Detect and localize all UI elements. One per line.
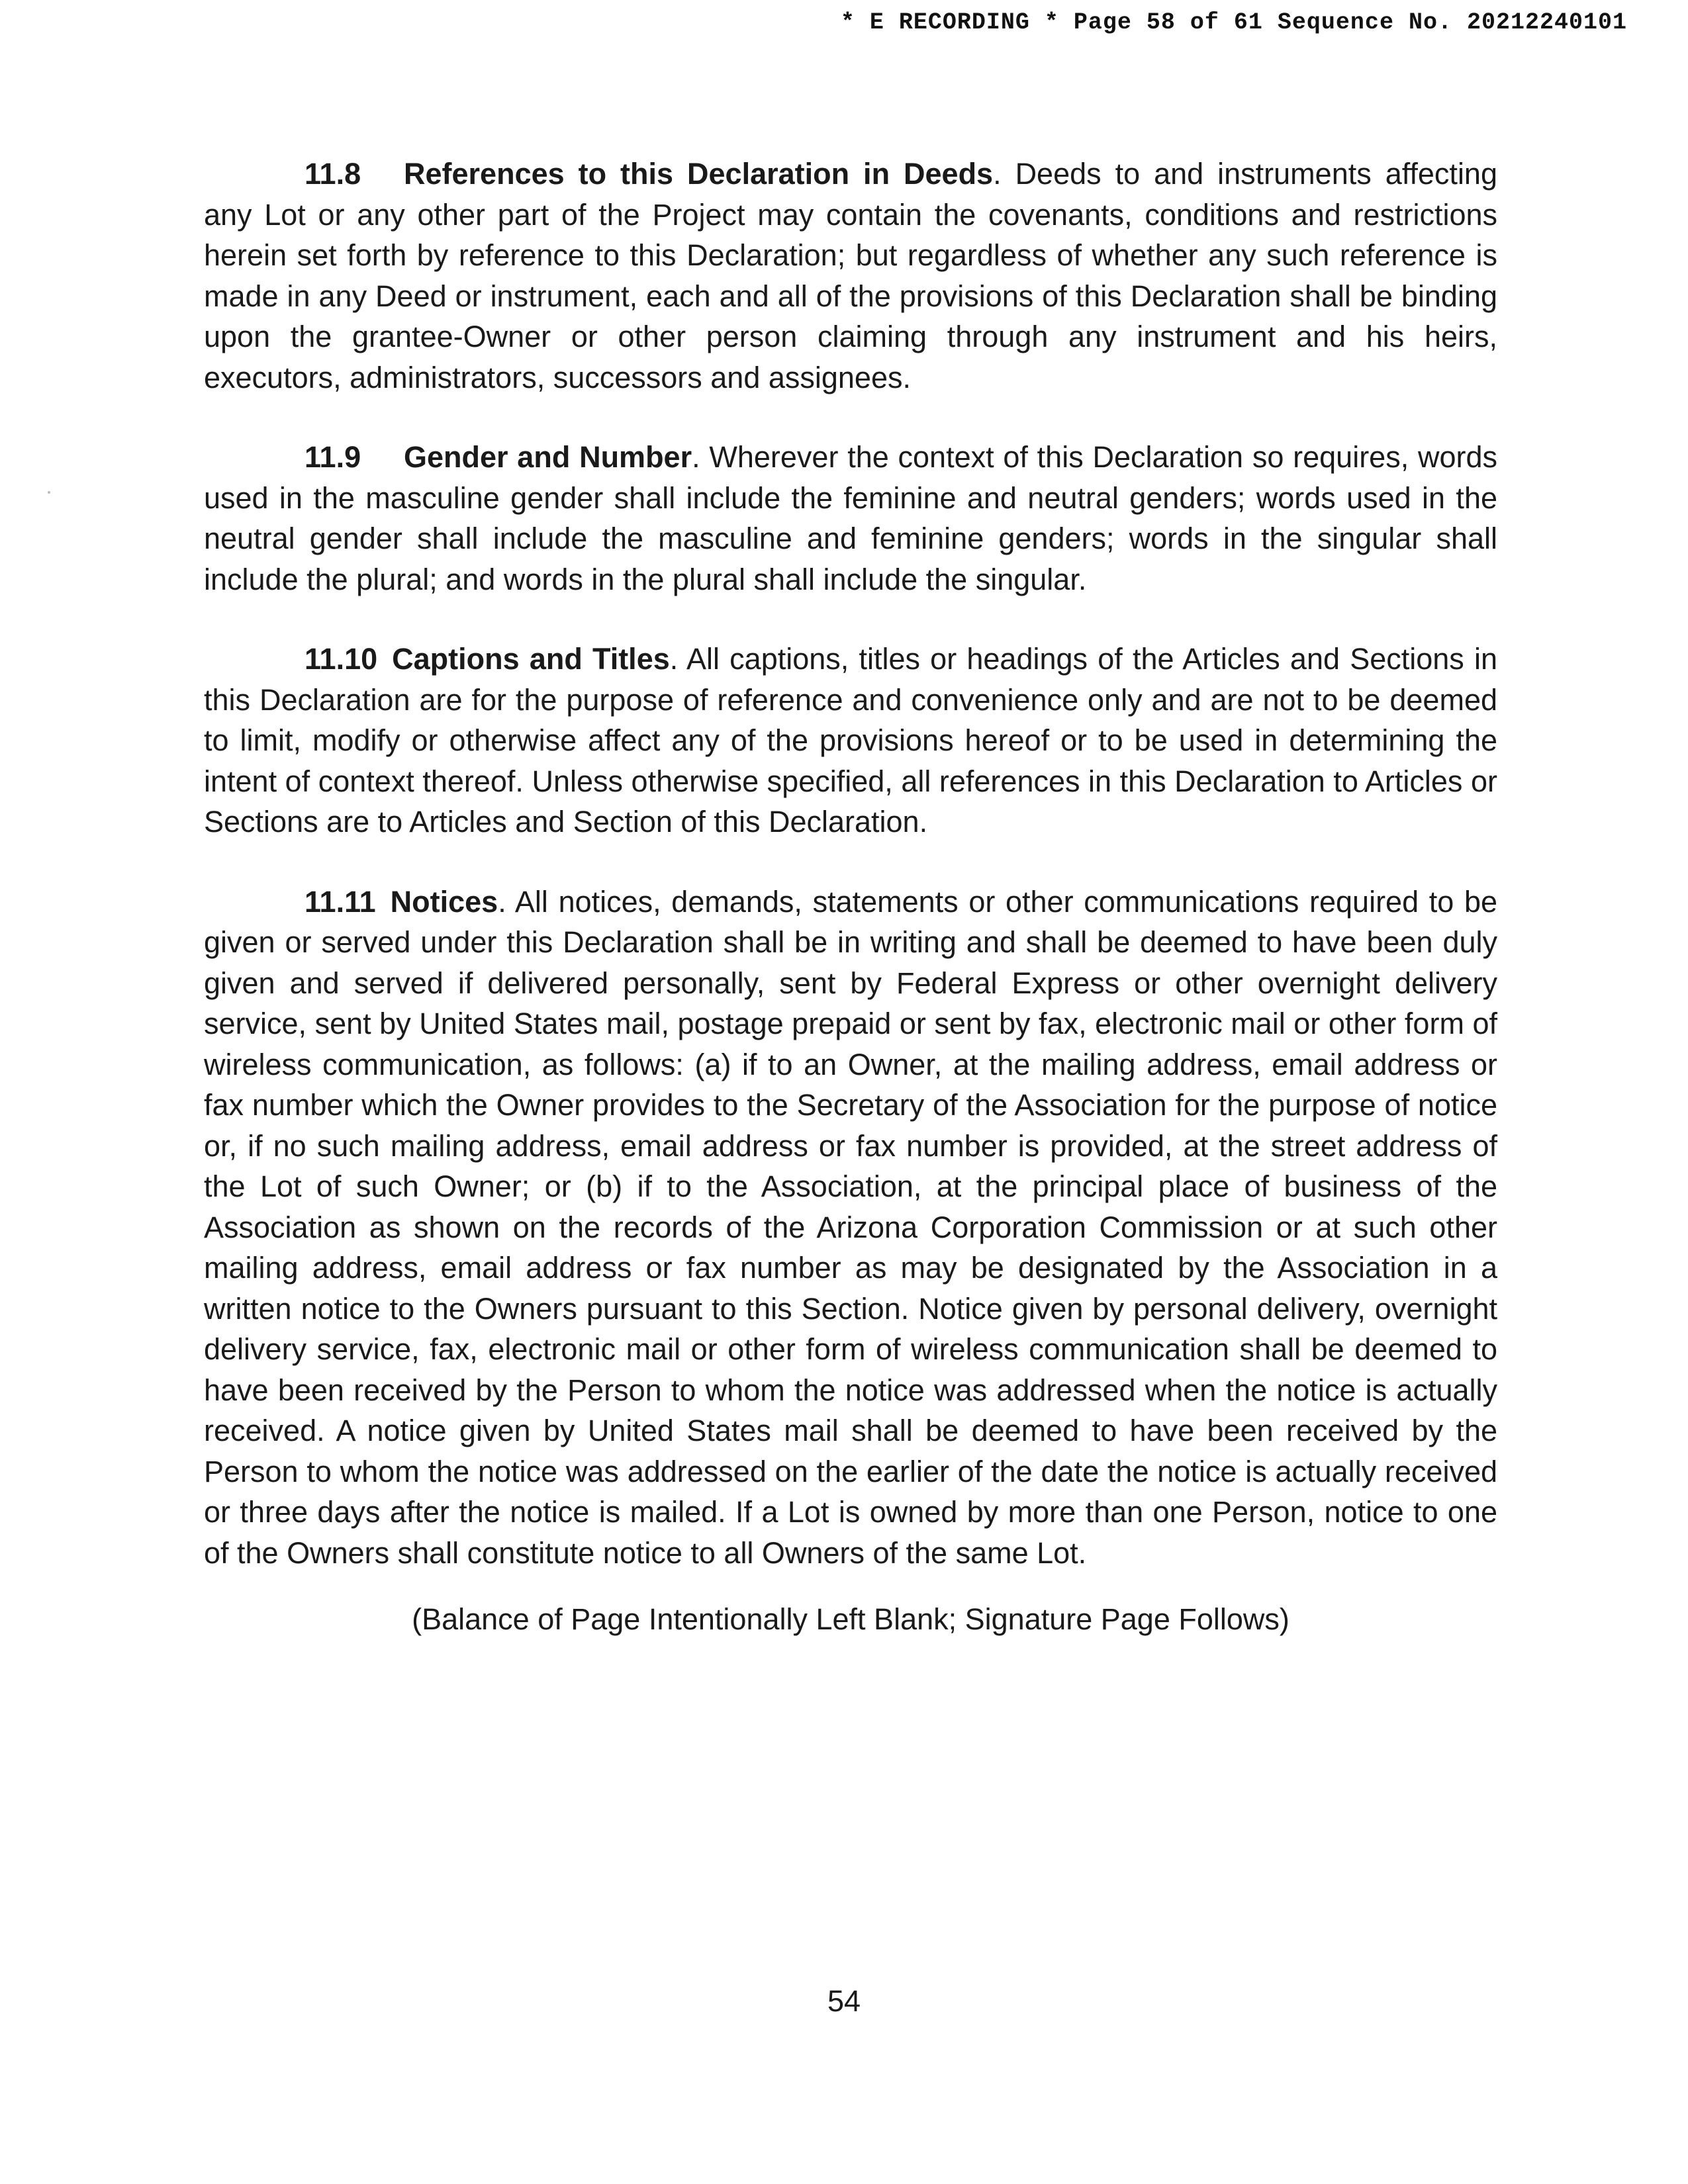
section-number: 11.11 — [305, 884, 376, 919]
section-text: Wherever the context of this Declaration so requires, words used in the masculine gender shall include the feminine and neutral genders; words used in the neutral gender shall include the masculine and feminine genders; words in the singular shall include the plural; and words in the plural shall include the singular. — [204, 440, 1498, 596]
section-11-8: 11.8 References to this Declaration in Deeds. Deeds to and instruments affecting any Lot or any other part of the Project may contain the covenants, conditions and restrictions herein set forth by reference to this Declaration; but regardless of whether any such reference is made in any Deed or instrument, each and all of the provisions of this Declaration shall be binding upon the grantee-Owner or other person claiming through any instrument and his heirs, executors, administrators, successors and assignees. — [204, 154, 1497, 398]
balance-of-page-note: (Balance of Page Intentionally Left Blank; Signature Page Follows) — [412, 1602, 1289, 1636]
section-title: Captions and Titles — [392, 642, 670, 676]
section-title: Gender and Number — [404, 440, 692, 474]
section-11-11: 11.11 Notices. All notices, demands, statements or other communications required to be given or served under this Declaration shall be in writing and shall be deemed to have been duly given and served if delivered personally, sent by Federal Express or other overnight delivery service, sent by United States mail, postage prepaid or sent by fax, electronic mail or other form of wireless communication, as follows: (a) if to an Owner, at the mailing address, email address or fax number which the Owner provides to the Secretary of the Association for the purpose of notice or, if no such mailing address, email address or fax number is provided, at the street address of the Lot of such Owner; or (b) if to the Association, at the principal place of business of the Association as shown on the records of the Arizona Corporation Commission or at such other mailing address, email address or fax number as may be designated by the Association in a written notice to the Owners pursuant to this Section. Notice given by personal delivery, overnight delivery service, fax, electronic mail or other form of wireless communication shall be deemed to have been received by the Person to whom the notice was addressed when the notice is actually received. A notice given by United States mail shall be deemed to have been received by the Person to whom the notice was addressed on the earlier of the date the notice is actually received or three days after the notice is mailed. If a Lot is owned by more than one Person, notice to one of the Owners shall constitute notice to all Owners of the same Lot. — [204, 882, 1497, 1574]
section-number: 11.10 — [305, 642, 378, 676]
scan-speck — [48, 491, 50, 494]
section-11-10: 11.10 Captions and Titles. All captions, titles or headings of the Articles and Sections in this Declaration are for the purpose of reference and convenience only and are not to be deemed to limit, modify or otherwise affect any of the provisions hereof or to be used in determining the intent of context thereof. Unless otherwise specified, all references in this Declaration to Articles or Sections are to Articles and Section of this Declaration. — [204, 639, 1497, 842]
section-number: 11.9 — [305, 440, 361, 474]
section-title: Notices — [390, 884, 498, 919]
section-text: Deeds to and instruments affecting any Lot or any other part of the Project may contain the covenants, conditions and restrictions herein set forth by reference to this Declaration; but regardless of whether any such reference is made in any Deed or instrument, each and all of the provisions of this Declaration shall be binding upon the grantee-Owner or other person claiming through any instrument and his heirs, executors, administrators, successors and assignees. — [204, 157, 1497, 394]
page-number: 54 — [827, 1984, 861, 2018]
section-text: All captions, titles or headings of the Articles and Sections in this Declaration are for the purpose of reference and convenience only and are not to be deemed to limit, modify or otherwise affect any of the provisions hereof or to be used in determining the intent of context thereof. Unless otherwise specified, all references in this Declaration to Articles or Sections are to Articles and Section of this Declaration. — [204, 642, 1498, 839]
section-title: References to this Declaration in Deeds — [404, 157, 994, 191]
section-number: 11.8 — [305, 157, 361, 191]
section-text: All notices, demands, statements or other communications required to be given or served under this Declaration shall be in writing and shall be deemed to have been duly given and served if delivered personally, sent by Federal Express or other overnight delivery service, sent by United States mail, postage prepaid or sent by fax, electronic mail or other form of wireless communication, as follows: (a) if to an Owner, at the mailing address, email address or fax number which the Owner provides to the Secretary of the Association for the purpose of notice or, if no such mailing address, email address or fax number is provided, at the street address of the Lot of such Owner; or (b) if to the Association, at the principal place of business of the Association as shown on the records of the Arizona Corporation Commission or at such other mailing address, email address or fax number as may be designated by the Association in a written notice to the Owners pursuant to this Section. Notice given by personal delivery, overnight delivery service, fax, electronic mail or other form of wireless communication shall be deemed to have been received by the Person to whom the notice was addressed when the notice is actually received. A notice given by United States mail shall be deemed to have been received by the Person to whom the notice was addressed on the earlier of the date the notice is actually received or three days after the notice is mailed. If a Lot is owned by more than one Person, notice to one of the Owners shall constitute notice to all Owners of the same Lot. — [204, 884, 1498, 1570]
declaration-body — [204, 154, 1497, 1670]
section-11-9: 11.9 Gender and Number. Wherever the context of this Declaration so requires, words used in the masculine gender shall include the feminine and neutral genders; words used in the neutral gender shall include the masculine and feminine genders; words in the singular shall include the plural; and words in the plural shall include the singular. — [204, 437, 1497, 600]
recording-stamp: * E RECORDING * Page 58 of 61 Sequence No. 20212240101 — [840, 9, 1627, 36]
